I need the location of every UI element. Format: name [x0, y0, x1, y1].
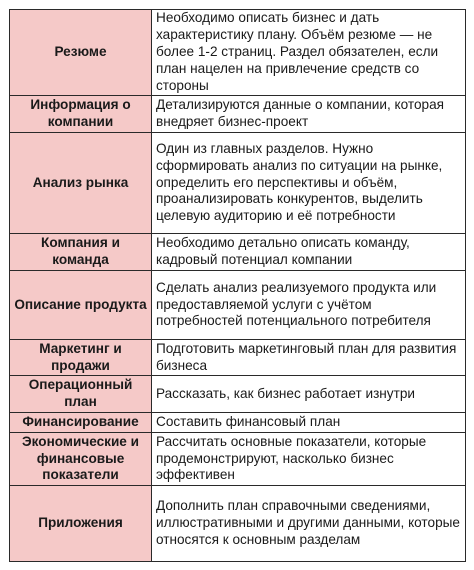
table-row [10, 376, 466, 413]
table-row [10, 413, 466, 433]
section-description: Подготовить маркетинговый план для развития бизнеса [152, 340, 466, 376]
section-name: Резюме [10, 10, 152, 96]
section-description: Необходимо описать бизнес и дать характеристику плану. Объём резюме — не более 1-2 страниц. Раздел обязателен, если план нацелен на привлечение средств со стороны [152, 10, 466, 96]
section-name: Операционный план [10, 376, 152, 413]
section-name: Анализ рынка [10, 133, 152, 234]
table-row [10, 133, 466, 234]
section-name: Экономические и финансовые показатели [10, 433, 152, 486]
table-row [10, 486, 466, 562]
section-name: Описание продукта [10, 271, 152, 340]
business-plan-table [9, 9, 466, 562]
section-description: Один из главных разделов. Нужно сформировать анализ по ситуации на рынке, определить его перспективы и объём, проанализировать конкурентов, выделить целевую аудиторию и её потребности [152, 133, 466, 234]
table-row [10, 96, 466, 133]
section-description: Дополнить план справочными сведениями, иллюстративными и другими данными, которые относятся к основным разделам [152, 486, 466, 562]
section-name: Приложения [10, 486, 152, 562]
section-description: Сделать анализ реализуемого продукта или предоставляемой услуги с учётом потребностей потенциального потребителя [152, 271, 466, 340]
section-description: Детализируются данные о компании, которая внедряет бизнес-проект [152, 96, 466, 133]
section-description: Необходимо детально описать команду, кадровый потенциал компании [152, 234, 466, 271]
section-description: Составить финансовый план [152, 413, 466, 433]
section-description: Рассказать, как бизнес работает изнутри [152, 376, 466, 413]
section-name: Компания и команда [10, 234, 152, 271]
section-name: Информация о компании [10, 96, 152, 133]
section-name: Финансирование [10, 413, 152, 433]
table-row [10, 271, 466, 340]
section-name: Маркетинг и продажи [10, 340, 152, 376]
table-row [10, 340, 466, 376]
table-row [10, 10, 466, 96]
table-row [10, 234, 466, 271]
table-row [10, 433, 466, 486]
section-description: Рассчитать основные показатели, которые продемонстрируют, насколько бизнес эффективен [152, 433, 466, 486]
